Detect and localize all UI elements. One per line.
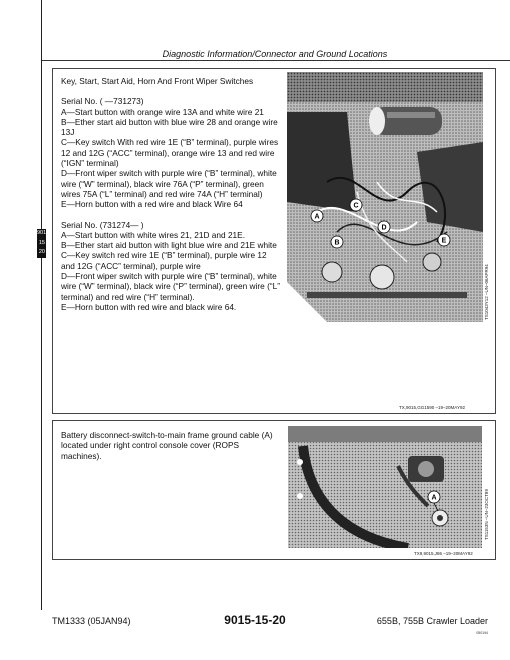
photo1-side-tag: TS1043Y12 –UN–06APR94 [484, 264, 489, 320]
footer-manual-id: TM1333 (05JAN94) [52, 616, 131, 626]
section1-heading: Key, Start, Start Aid, Horn And Front Wiper Switches [61, 76, 254, 86]
switch-panel-photo [287, 72, 483, 400]
tab-group: 9015 [37, 230, 50, 236]
section-number-tab [37, 229, 50, 258]
footer-page-number: 9015-15-20 [224, 613, 286, 627]
serial-number-late: Serial No. (731274— ) [61, 219, 144, 230]
list-item: B—Ether start aid button with light blue wire and 21E white [61, 240, 277, 251]
list-item: D—Front wiper switch with purple wire (“B” terminal), white wire (“W” terminal), black wire 76A (“P” terminal), green wires 75A (“L” terminal) and red wire 74A (“H” terminal) [61, 168, 277, 199]
tab-page: 20 [38, 249, 45, 255]
header-rule [42, 60, 510, 61]
serial-number-early: Serial No. ( —731273) [61, 96, 144, 107]
callout-b: B [334, 239, 340, 247]
ground-cable-photo [288, 426, 482, 548]
callout-c: C [353, 202, 359, 210]
callout-d: D [381, 224, 387, 232]
list-item: C—Key switch With red wire 1E (“B” terminal), purple wires 12 and 12G (“ACC” terminal), orange wire 13 and red wire (“IGN” terminal) [61, 137, 279, 169]
list-item: D—Front wiper switch with purple wire (“B” terminal), white wire (“W” terminal), black wire (“P” terminal), green wire (“L” terminal) and red wire (“H” terminal). [61, 271, 280, 302]
list-item: E—Horn button with a red wire and black Wire 64 [61, 199, 243, 210]
binding-margin-rule [41, 0, 42, 610]
photo1-caption: TX,9015,GG1590 –19–20MAY92 [399, 405, 465, 410]
ground-cable-illustration [288, 426, 482, 548]
list-item: B—Ether start aid button with blue wire 28 and orange wire 13J [61, 116, 278, 138]
callout-a: A [314, 213, 320, 221]
page-header-title: Diagnostic Information/Connector and Ground Locations [162, 49, 388, 59]
section2-text: Battery disconnect-switch-to-main frame ground cable (A) located under right control console cover (ROPS machines). [61, 430, 273, 461]
list-item: A—Start button with orange wire 13A and white wire 21 [61, 106, 264, 117]
callout-a: A [431, 494, 437, 502]
list-item: E—Horn button with red wire and black wire 64. [61, 301, 237, 312]
section1-text [61, 76, 281, 312]
footer-machine-model: 655B, 755B Crawler Loader [376, 616, 488, 626]
photo2-side-tag: TS1153N –UN–23OCT89 [484, 489, 489, 540]
callout-e: E [441, 237, 447, 245]
footer-code: 050194 [476, 631, 488, 635]
list-item: C—Key switch red wire 1E (“B” terminal), purple wire 12 and 12G (“ACC” terminal), purple wire [61, 250, 267, 271]
tab-section: 15 [38, 239, 45, 246]
switch-panel-illustration [287, 72, 483, 400]
photo2-caption: TX9,9015,J86 –19–20MAY92 [414, 551, 473, 556]
list-item: A—Start button with white wires 21, 21D and 21E. [61, 229, 246, 240]
